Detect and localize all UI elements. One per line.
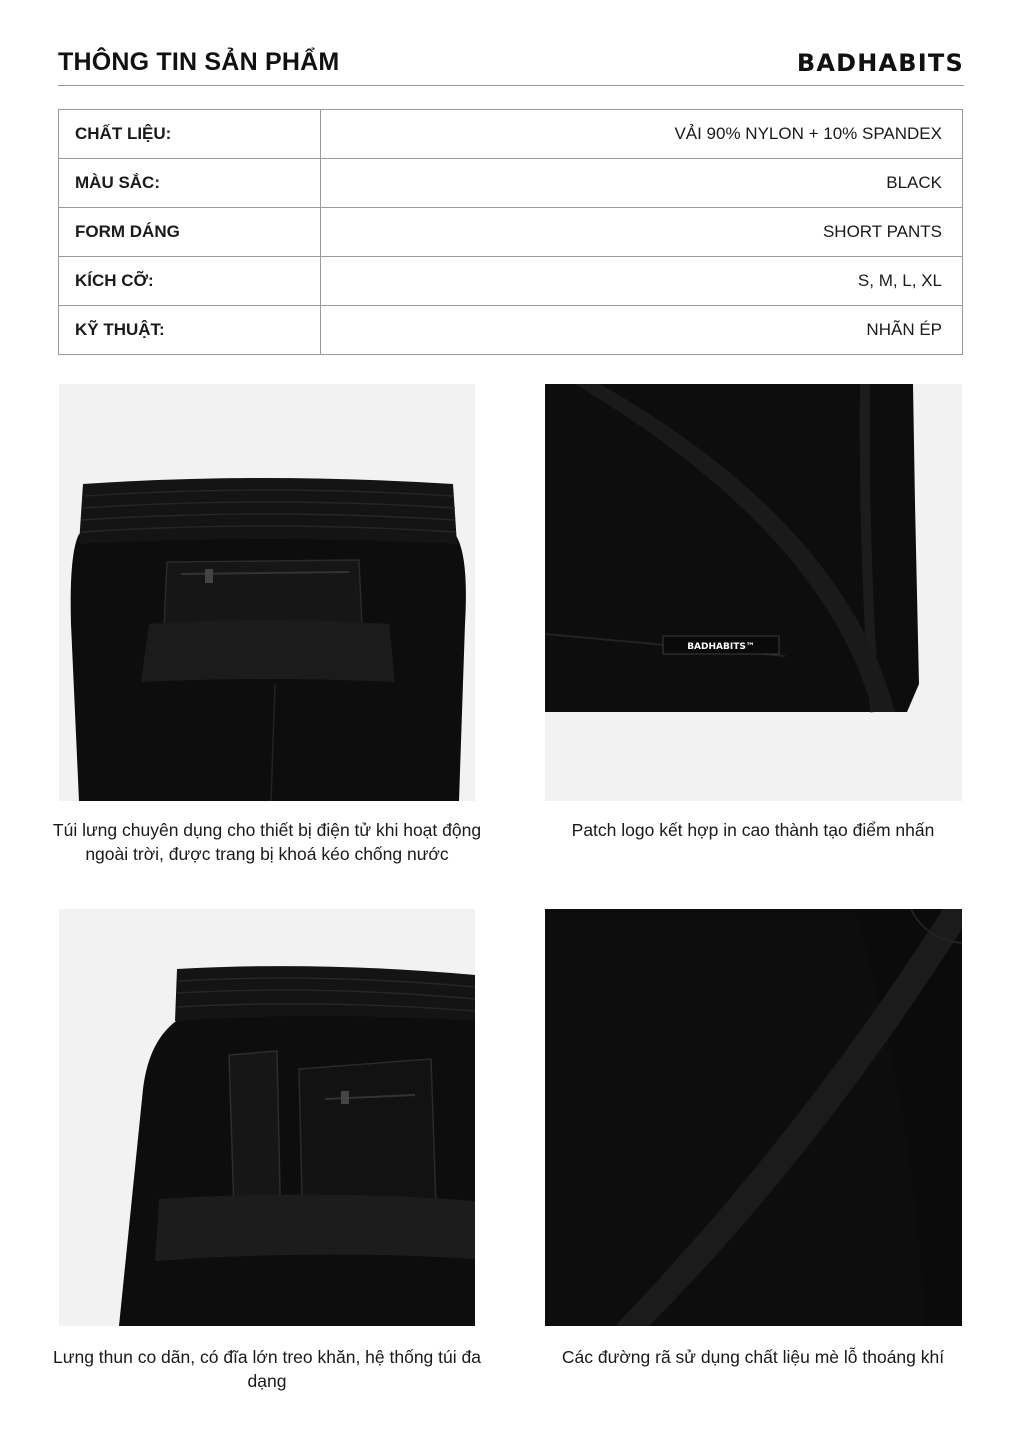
spec-row-size (59, 257, 963, 306)
spec-label: MÀU SẮC: (59, 159, 321, 208)
caption-waistband: Lưng thun co dãn, có đĩa lớn treo khăn, hệ thống túi đa dạng (53, 1347, 481, 1391)
spec-row-color (59, 159, 963, 208)
spec-label: FORM DÁNG (59, 208, 321, 257)
caption-back-pocket: Túi lưng chuyên dụng cho thiết bị điện tử khi hoạt động ngoài trời, được trang bị khoá kéo chống nước (52, 820, 482, 864)
spec-value: BLACK (321, 159, 963, 208)
spec-label: CHẤT LIỆU: (59, 110, 321, 159)
page-title: THÔNG TIN SẢN PHẨM (58, 48, 340, 76)
photo-logo-patch (545, 384, 962, 801)
spec-row-technique (59, 306, 963, 355)
spec-value: S, M, L, XL (321, 257, 963, 306)
spec-value: SHORT PANTS (321, 208, 963, 257)
photo-mesh-panel (545, 909, 962, 1326)
patch-label: BADHABITS™ (687, 642, 755, 652)
spec-row-form (59, 208, 963, 257)
brand-logo: BADHABITS (796, 49, 964, 77)
spec-row-material (59, 110, 963, 159)
page-header (58, 44, 964, 86)
spec-value: VẢI 90% NYLON + 10% SPANDEX (321, 110, 963, 159)
spec-label: KÍCH CỠ: (59, 257, 321, 306)
spec-label: KỸ THUẬT: (59, 306, 321, 355)
caption-logo-patch: Patch logo kết hợp in cao thành tạo điểm nhấn (571, 820, 935, 840)
spec-value: NHÃN ÉP (321, 306, 963, 355)
photo-back-pocket (59, 384, 475, 801)
caption-mesh-panel: Các đường rã sử dụng chất liệu mè lỗ thoáng khí (561, 1347, 945, 1367)
spec-table (58, 109, 963, 355)
photo-waistband (59, 909, 475, 1326)
